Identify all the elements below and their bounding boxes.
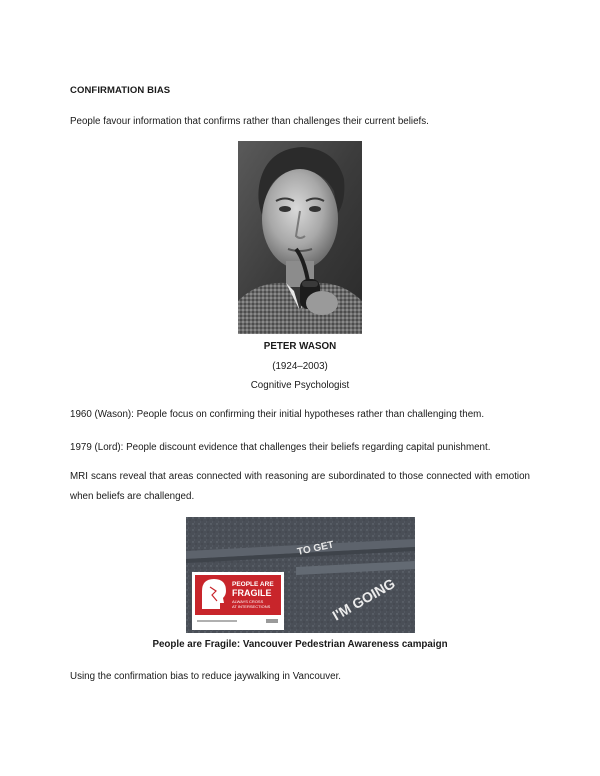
pavement-text-to-get: TO GET — [296, 539, 335, 558]
pavement-text-going: I'M GOING — [329, 575, 398, 624]
fact-mri: MRI scans reveal that areas connected with reasoning are subordinated to those connected with emotion when beliefs are challenged. — [70, 471, 530, 502]
portrait-years: (1924–2003) — [272, 361, 328, 372]
sign-line-always-cross: ALWAYS CROSS — [232, 599, 264, 604]
portrait-name: PETER WASON — [263, 341, 337, 352]
fact-1960: 1960 (Wason): People focus on confirming their initial hypotheses rather than challenging them. — [70, 409, 485, 420]
portrait-role: Cognitive Psychologist — [250, 380, 350, 391]
people-are-fragile-sign — [192, 572, 284, 630]
sign-line-fragile: FRAGILE — [232, 588, 272, 598]
campaign-caption: People are Fragile: Vancouver Pedestrian Awareness campaign — [152, 639, 448, 650]
sign-line-intersections: AT INTERSECTIONS — [232, 604, 271, 609]
fact-1979: 1979 (Lord): People discount evidence that challenges their beliefs regarding capital punishment. — [70, 442, 491, 453]
sign-line-people-are: PEOPLE ARE — [232, 581, 274, 588]
intro-paragraph: People favour information that confirms rather than challenges their current beliefs. — [70, 116, 429, 127]
peter-wason-portrait — [238, 141, 362, 334]
section-heading: CONFIRMATION BIAS — [70, 85, 171, 96]
closing-paragraph: Using the confirmation bias to reduce jaywalking in Vancouver. — [70, 671, 342, 682]
vancouver-campaign-photo — [186, 517, 415, 633]
